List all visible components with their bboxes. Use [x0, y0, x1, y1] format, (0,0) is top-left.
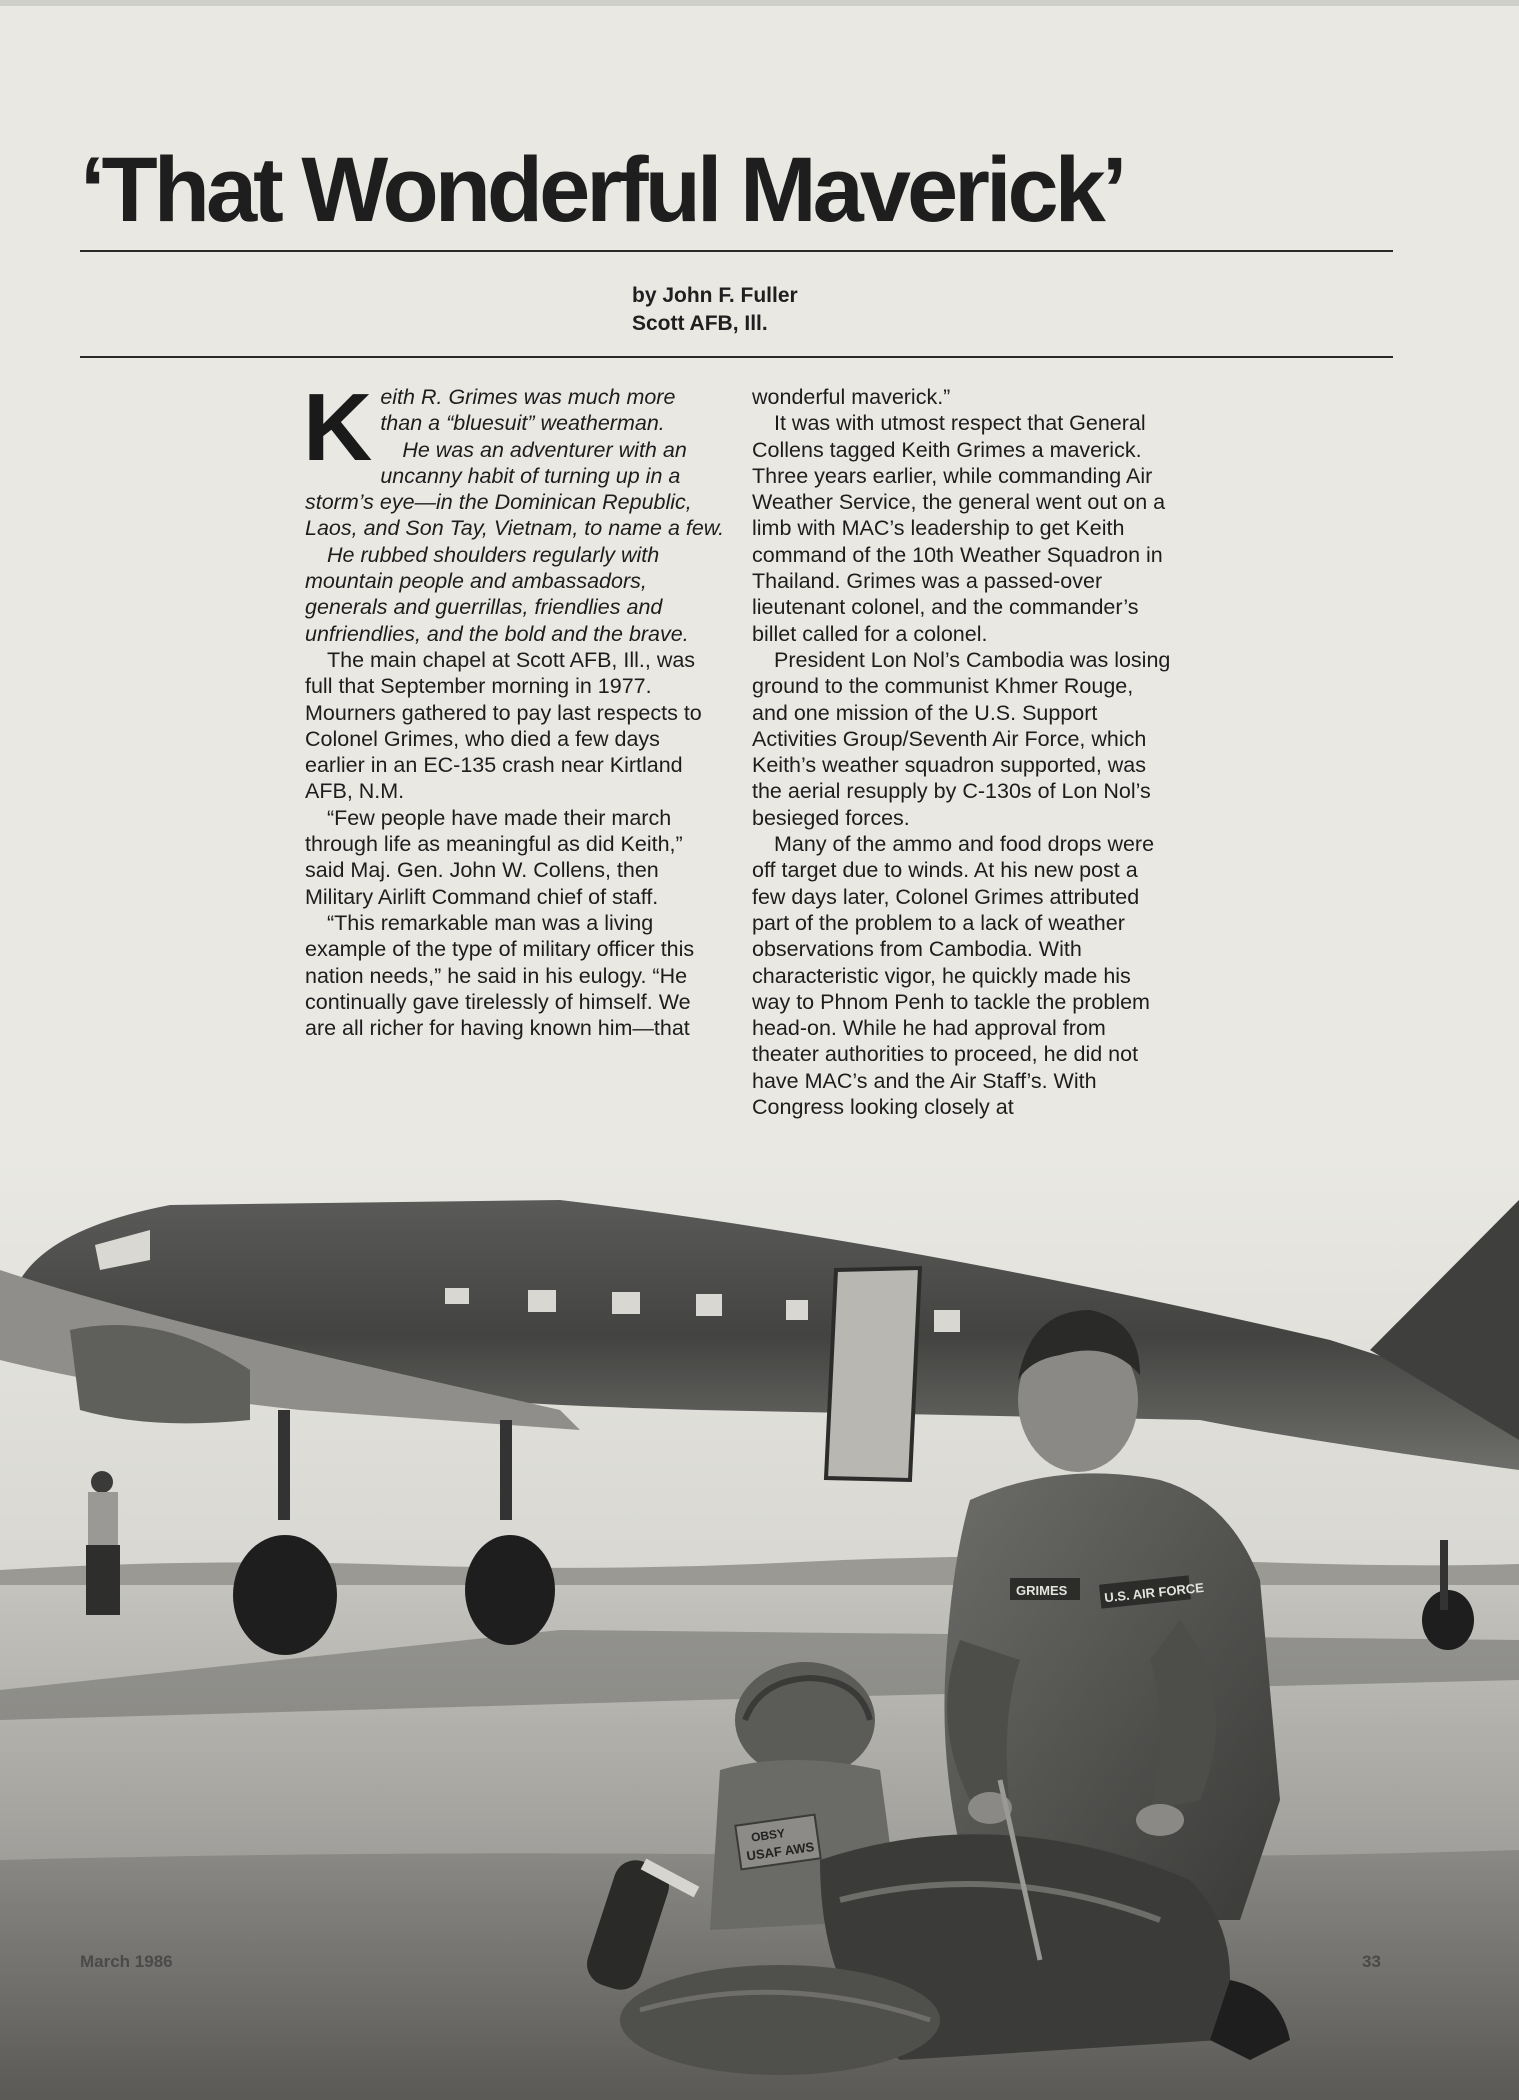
intro-line-1: eith R. Grimes was much more [380, 385, 676, 409]
intro-paragraph-2: He rubbed shoulders regularly with mountain people and ambassadors, generals and guerrillas, friendlies and unfriendlies, and the bold and the brave. [305, 542, 689, 646]
byline-location: Scott AFB, Ill. [632, 312, 768, 335]
bag-patch-line-2: USAF AWS [745, 1839, 816, 1864]
footer-page-number: 33 [1362, 1952, 1381, 1971]
title-rule [80, 250, 1393, 252]
article-title: ‘That Wonderful Maverick’ [80, 139, 1124, 241]
body-paragraph: It was with utmost respect that General Collens tagged Keith Grimes a maverick. Three years earlier, while commanding Air Weather Service, the general went out on a limb with MAC’s leadership to get Keith command of the 10th Weather Squadron in Thailand. Grimes was a passed-over lieutenant colonel, and the commander’s billet called for a colonel. [752, 411, 1166, 646]
footer-issue: March 1986 [80, 1952, 173, 1971]
intro-paragraph [303, 374, 725, 542]
body-paragraph: “This remarkable man was a living example of the type of military officer this nation needs,” he said in his eulogy. “He continually gave tirelessly of himself. We are all richer for having known him—that [305, 910, 695, 1041]
left-column [303, 374, 725, 1041]
intro-line-3: He was an adventurer with [402, 437, 657, 462]
name-tape: GRIMES [1016, 1583, 1068, 1598]
right-column [752, 384, 1172, 1120]
intro-line-2: than a “bluesuit” weatherman. [380, 411, 665, 436]
drop-cap: K [303, 374, 373, 481]
top-edge [0, 0, 1519, 6]
article-photo [0, 1160, 1519, 2100]
ground-crewman [86, 1471, 120, 1615]
body-paragraph: President Lon Nol’s Cambodia was losing ground to the communist Khmer Rouge, and one mission of the U.S. Support Activities Group/Seventh Air Force, which Keith’s weather squadron supported, was the aerial resupply by C-130s of Lon Nol’s besieged forces. [752, 647, 1171, 830]
byline-rule [80, 356, 1393, 358]
body-paragraph: Many of the ammo and food drops were off target due to winds. At his new post a few days later, Colonel Grimes attributed part of the problem to a lack of weather observations from Cambodia. With characteristic vigor, he quickly made his way to Phnom Penh to tackle the problem head-on. While he had approval from theater authorities to proceed, he did not have MAC’s and the Air Staff’s. With Congress looking closely at [752, 832, 1155, 1120]
body-paragraph: The main chapel at Scott AFB, Ill., was full that September morning in 1977. Mourners gathered to pay last respects to Colonel Grimes, who died a few days earlier in an EC-135 crash near Kirtland AFB, N.M. [305, 647, 702, 804]
bag-patch-line-1: OBSY [750, 1826, 786, 1845]
aircraft-cargo-door [826, 1268, 920, 1480]
intro-rest: an uncanny habit of turning up in a storm’s eye—in the Dominican Republic, Laos, and Son Tay, Vietnam, to name a few. [305, 437, 725, 541]
byline [632, 282, 798, 338]
bedroll [620, 1965, 940, 2075]
service-tape: U.S. AIR FORCE [1103, 1579, 1205, 1606]
byline-author: by John F. Fuller [632, 284, 798, 307]
aircraft-and-officer-photo [0, 1160, 1519, 2100]
body-paragraph: wonderful maverick.” [752, 385, 951, 409]
body-paragraph: “Few people have made their march through life as meaningful as did Keith,” said Maj. Gen. John W. Collens, then Military Airlift Command chief of staff. [305, 805, 683, 909]
